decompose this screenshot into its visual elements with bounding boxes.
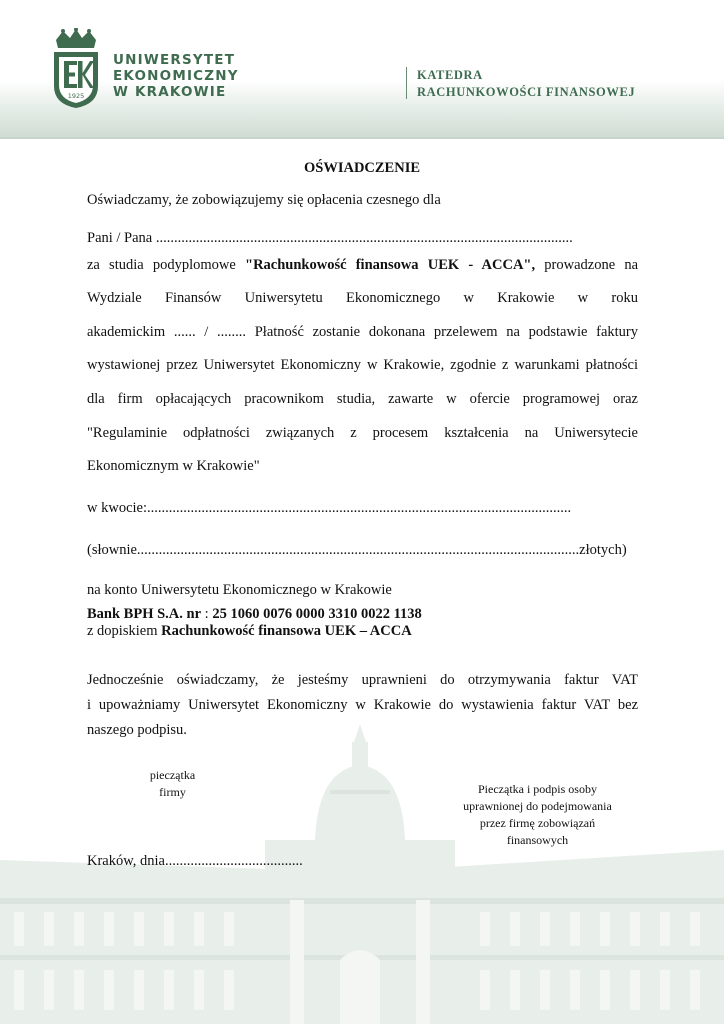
paragraph-line: Ekonomicznym w Krakowie" [87, 458, 260, 474]
paragraph-line: "Regulaminie odpłatności związanych z procesem kształcenia na Uniwersytecie [87, 425, 638, 441]
amount-field-line: w kwocie:..................................................................................................................... [87, 500, 572, 516]
intro-text: Oświadczamy, że zobowiązujemy się opłacenia czesnego dla [87, 192, 441, 208]
transfer-note-value: Rachunkowość finansowa UEK – ACCA [161, 623, 412, 639]
department-name-line: KATEDRA [417, 68, 483, 82]
company-stamp-label [120, 767, 225, 801]
paragraph-line [87, 257, 638, 274]
program-name: "Rachunkowość finansowa UEK - ACCA", [245, 257, 536, 273]
transfer-note-label: z dopiskiem [87, 623, 162, 639]
building-watermark-icon [0, 720, 724, 1024]
vat-paragraph-line: naszego podpisu. [87, 722, 187, 738]
amount-words-field-line: (słownie..........................................................................................................................złotych) [87, 542, 627, 558]
vat-paragraph-line: i upoważniamy Uniwersytet Ekonomiczny w Krakowie do wystawienia faktur VAT bez [87, 697, 638, 713]
name-field-line: Pani / Pana ................................................................................................................... [87, 230, 573, 246]
stamp-label-line: firmy [159, 785, 186, 799]
signature-label-line: uprawnionej do podejmowania [463, 799, 612, 813]
paragraph-line: akademickim ...... / ........ Płatność zostanie dokonana przelewem na podstawie faktury [87, 324, 638, 340]
signature-label-line: finansowych [506, 833, 569, 847]
vat-paragraph-line: Jednocześnie oświadczamy, że jesteśmy uprawnieni do otrzymywania faktur VAT [87, 672, 638, 688]
place-date-field-line: Kraków, dnia...................................... [87, 853, 303, 869]
university-name-line: UNIWERSYTET [113, 52, 236, 68]
university-name-line: W KRAKOWIE [113, 84, 227, 100]
paragraph-text: prowadzone na [544, 257, 639, 273]
logo-year: 1925 [67, 92, 85, 100]
transfer-note-line [87, 623, 638, 640]
bank-label: Bank BPH S.A. nr [87, 606, 202, 622]
paragraph-line: Wydziale Finansów Uniwersytetu Ekonomicznego w Krakowie w roku [87, 290, 638, 306]
university-name [113, 52, 239, 100]
university-name-line: EKONOMICZNY [113, 68, 239, 84]
stamp-label-line: pieczątka [149, 768, 196, 782]
signature-stamp-label [445, 781, 630, 849]
header-divider [0, 137, 724, 139]
bank-separator: : [201, 606, 213, 622]
department-name-line: RACHUNKOWOŚCI FINANSOWEJ [417, 85, 636, 99]
signature-label-line: Pieczątka i podpis osoby [478, 782, 597, 796]
bank-account-line [87, 606, 638, 623]
department-name [417, 67, 635, 101]
account-text: na konto Uniwersytetu Ekonomicznego w Krakowie [87, 582, 392, 598]
paragraph-line: dla firm opłacających pracownikom studia, zawarte w ofercie programowej oraz [87, 391, 638, 407]
paragraph-text: za studia podyplomowe [87, 257, 236, 273]
bank-account-number: 25 1060 0076 0000 3310 0022 1138 [212, 606, 422, 622]
signature-label-line: przez firmę zobowiązań [479, 816, 596, 830]
document-title: OŚWIADCZENIE [303, 160, 421, 176]
paragraph-line: wystawionej przez Uniwersytet Ekonomiczny w Krakowie, zgodnie z warunkami płatności [87, 357, 638, 373]
university-logo-icon [50, 28, 102, 110]
header-separator [406, 67, 407, 99]
